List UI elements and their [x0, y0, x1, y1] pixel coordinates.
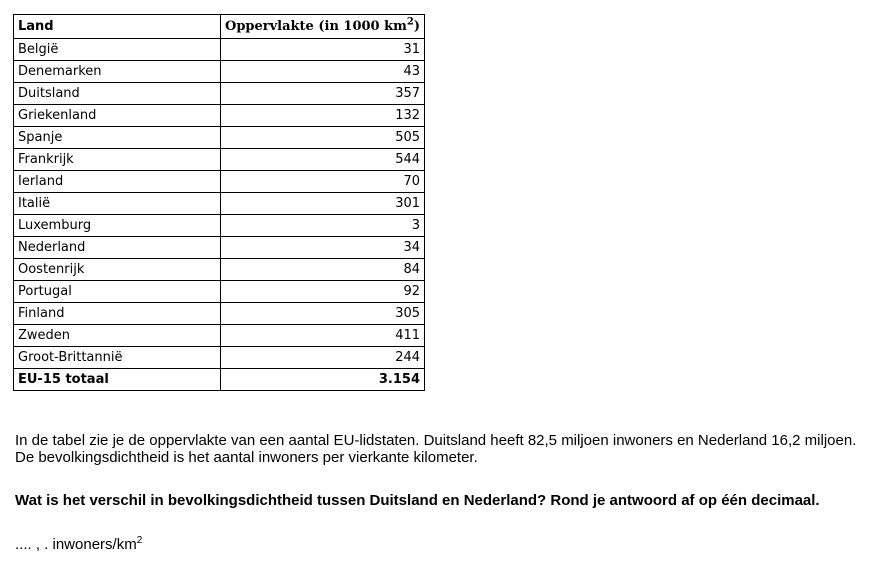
table-row	[14, 325, 425, 347]
total-value: 3.154	[221, 369, 425, 391]
country-cell: Oostenrijk	[14, 259, 221, 281]
area-cell: 305	[221, 303, 425, 325]
table-row	[14, 237, 425, 259]
header-area-sup: 2	[406, 16, 414, 28]
area-cell: 70	[221, 171, 425, 193]
area-cell: 357	[221, 83, 425, 105]
table-row	[14, 61, 425, 83]
table-row	[14, 83, 425, 105]
table-row	[14, 127, 425, 149]
area-cell: 84	[221, 259, 425, 281]
intro-line-2: De bevolkingsdichtheid is het aantal inwoners per vierkante kilometer.	[15, 449, 478, 466]
table-row	[14, 149, 425, 171]
area-cell: 505	[221, 127, 425, 149]
total-row	[14, 369, 425, 391]
table-row	[14, 193, 425, 215]
country-cell: Groot-Brittannië	[14, 347, 221, 369]
table-row	[14, 105, 425, 127]
header-area	[221, 15, 425, 39]
country-cell: Italië	[14, 193, 221, 215]
intro-text	[15, 432, 880, 466]
table-row	[14, 259, 425, 281]
table-row	[14, 215, 425, 237]
country-cell: Spanje	[14, 127, 221, 149]
country-cell: Denemarken	[14, 61, 221, 83]
area-cell: 301	[221, 193, 425, 215]
table-row	[14, 39, 425, 61]
country-cell: België	[14, 39, 221, 61]
table-header-row	[14, 15, 425, 39]
total-label: EU-15 totaal	[14, 369, 221, 391]
table-row	[14, 171, 425, 193]
area-cell: 31	[221, 39, 425, 61]
header-area-close: )	[413, 19, 421, 34]
table-row	[14, 347, 425, 369]
answer-blank: .... , . inwoners/km	[15, 536, 137, 553]
country-cell: Finland	[14, 303, 221, 325]
header-area-text: Oppervlakte (in 1000 km	[225, 19, 407, 34]
area-cell: 92	[221, 281, 425, 303]
table-row	[14, 303, 425, 325]
intro-line-1: In de tabel zie je de oppervlakte van een aantal EU-lidstaten. Duitsland heeft 82,5 miljoen inwoners en Nederland 16,2 miljoen.	[15, 432, 857, 449]
area-cell: 3	[221, 215, 425, 237]
area-cell: 132	[221, 105, 425, 127]
country-cell: Griekenland	[14, 105, 221, 127]
country-cell: Zweden	[14, 325, 221, 347]
country-cell: Luxemburg	[14, 215, 221, 237]
answer-line	[15, 536, 142, 553]
area-cell: 43	[221, 61, 425, 83]
header-country: Land	[14, 15, 221, 39]
answer-unit-sup: 2	[136, 535, 143, 546]
country-cell: Nederland	[14, 237, 221, 259]
area-table	[13, 14, 425, 391]
area-cell: 411	[221, 325, 425, 347]
area-cell: 244	[221, 347, 425, 369]
country-cell: Duitsland	[14, 83, 221, 105]
question-text: Wat is het verschil in bevolkingsdichtheid tussen Duitsland en Nederland? Rond je antwoord af op één decimaal.	[15, 492, 820, 509]
area-cell: 34	[221, 237, 425, 259]
country-cell: Ierland	[14, 171, 221, 193]
table-body	[14, 39, 425, 391]
country-cell: Frankrijk	[14, 149, 221, 171]
table-row	[14, 281, 425, 303]
area-cell: 544	[221, 149, 425, 171]
country-cell: Portugal	[14, 281, 221, 303]
